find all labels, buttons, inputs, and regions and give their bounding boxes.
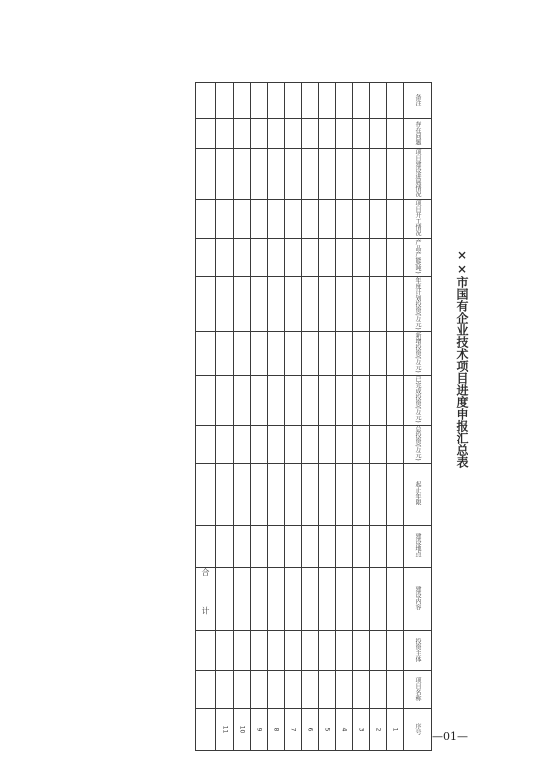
table-cell [370,631,387,671]
table-cell [268,671,285,709]
table-cell [216,567,234,631]
table-cell [353,631,370,671]
table-cell [319,119,336,149]
row-number: 8 [272,727,280,732]
table-cell [251,332,268,376]
row-number: 10 [238,725,246,734]
table-cell [251,119,268,149]
table-cell [336,567,353,631]
table-cell [319,276,336,332]
table-cell [336,276,353,332]
header-plan-col: 产品产能(吨) [414,239,421,274]
table-cell [268,276,285,332]
table-cell [302,83,319,119]
table-cell [336,709,353,751]
table-cell [302,463,319,525]
table-cell [196,376,216,426]
table-cell [216,671,234,709]
header-cell [404,239,432,277]
table-cell [353,376,370,426]
table-cell [196,631,216,671]
table-cell [285,567,302,631]
table-cell [387,463,404,525]
table-cell [216,149,234,200]
table-cell [336,376,353,426]
table-cell [268,567,285,631]
table-cell [302,631,319,671]
table-cell [196,239,216,277]
table-cell [268,239,285,277]
table-cell [370,276,387,332]
table-cell [234,425,251,463]
table-cell [234,709,251,751]
header-cell [404,671,432,709]
table-cell [336,83,353,119]
table-cell [251,83,268,119]
header-cell [404,463,432,525]
table-cell [353,119,370,149]
table-cell [285,276,302,332]
table-cell [370,200,387,239]
table-cell [216,525,234,567]
table-cell [387,149,404,200]
table-cell [234,276,251,332]
row-number: 11 [220,725,228,734]
table-cell [387,332,404,376]
table-cell [387,119,404,149]
table-cell [319,671,336,709]
header-cell [404,119,432,149]
header-cell [404,276,432,332]
table-cell [302,332,319,376]
table-cell [196,119,216,149]
table-cell [196,425,216,463]
table-cell [336,671,353,709]
header-seq: 序号 [414,722,421,735]
table-cell [251,525,268,567]
table-cell [319,200,336,239]
table-cell [353,525,370,567]
table-cell [251,709,268,751]
table-cell [216,376,234,426]
table-cell [302,425,319,463]
table-cell [302,276,319,332]
header-cell [404,631,432,671]
table-cell [251,376,268,426]
table-cell [336,332,353,376]
header-plan-col: 年度计划投资(万元) [414,276,421,330]
row-number: 2 [374,727,382,732]
table-cell [336,631,353,671]
table-cell [387,631,404,671]
table-cell [387,425,404,463]
table-cell [319,83,336,119]
page-number: —01— [432,730,468,743]
table-cell [319,709,336,751]
table-cell [387,671,404,709]
header-progress_c: 存在问题 [414,120,421,145]
table-cell [251,631,268,671]
table-cell [302,671,319,709]
table-cell [234,332,251,376]
table-cell [285,332,302,376]
table-cell [285,376,302,426]
table-cell [285,425,302,463]
table-cell [302,525,319,567]
table-cell [234,376,251,426]
table-cell [285,83,302,119]
table-cell [370,83,387,119]
table-cell [251,567,268,631]
table-cell [302,376,319,426]
table-cell [234,239,251,277]
table-cell [353,709,370,751]
header-project_name: 项目名称 [414,676,421,701]
table-cell [268,332,285,376]
header-plan-col: 新增投资(万元) [414,332,421,374]
table-cell [234,83,251,119]
table-cell [196,525,216,567]
table-cell [216,425,234,463]
table-cell [319,149,336,200]
header-progress_a: 项目开工情况 [414,200,421,236]
table-cell [268,709,285,751]
table-cell [319,332,336,376]
table-cell [387,200,404,239]
table-cell [268,83,285,119]
table-cell [285,149,302,200]
table-cell [370,525,387,567]
table-cell [302,567,319,631]
table-cell [353,200,370,239]
table-cell [268,631,285,671]
table-cell [353,239,370,277]
table-cell [353,425,370,463]
header-cell [404,149,432,200]
table-cell [234,631,251,671]
table-cell [387,276,404,332]
table-cell [285,200,302,239]
table-cell [370,463,387,525]
header-plan-col: 总投资(万元) [414,425,421,461]
header-invest_name: 投资主体 [414,637,421,662]
table-cell [251,425,268,463]
table-cell [353,567,370,631]
table-cell [285,525,302,567]
table-cell [336,119,353,149]
table-cell [268,376,285,426]
table-cell [234,567,251,631]
table-cell [336,463,353,525]
table-cell [387,239,404,277]
table-cell [370,332,387,376]
table-cell [319,525,336,567]
table-cell [302,119,319,149]
table-cell [216,463,234,525]
table-cell [336,525,353,567]
header-cell [404,83,432,119]
table-cell [285,671,302,709]
header-cell [404,200,432,239]
table-cell [268,463,285,525]
table-cell [234,119,251,149]
header-build_area: 建设地点 [414,533,421,558]
table-cell [336,425,353,463]
table-cell [196,276,216,332]
header-remark: 备注 [414,93,421,106]
table-cell [251,463,268,525]
header-cell [404,567,432,631]
table-cell [336,149,353,200]
table-cell [302,200,319,239]
row-number: 5 [323,727,331,732]
table-cell [387,376,404,426]
table-cell [216,631,234,671]
header-cell [404,332,432,376]
table-cell [353,671,370,709]
table-cell [234,149,251,200]
header-cell [404,709,432,751]
table-cell [234,671,251,709]
table-cell [285,239,302,277]
row-number: 6 [306,727,314,732]
header-build_content: 建设内容 [414,586,421,611]
table-cell [370,149,387,200]
header-cell [404,425,432,463]
table-cell [268,119,285,149]
table-cell [370,671,387,709]
table-cell [387,709,404,751]
table-cell [268,525,285,567]
table-cell [196,567,216,631]
table-cell [196,83,216,119]
table-cell [234,463,251,525]
table-cell [196,709,216,751]
table-cell [370,119,387,149]
table-cell [251,149,268,200]
header-progress_b: 项目建设进展情况 [414,149,421,197]
table-cell [285,709,302,751]
table-cell [319,463,336,525]
table-cell [285,119,302,149]
table-cell [353,149,370,200]
table-cell [216,709,234,751]
table-cell [216,332,234,376]
table-cell [251,239,268,277]
table-cell [302,239,319,277]
row-number: 9 [255,727,263,732]
table-cell [370,239,387,277]
table-cell [216,83,234,119]
table-cell [353,83,370,119]
table-cell [285,463,302,525]
table-cell [196,200,216,239]
table-cell [285,631,302,671]
table-cell [196,463,216,525]
table-cell [319,239,336,277]
table-cell [196,671,216,709]
table-cell [319,425,336,463]
header-build_period: 起止年限 [414,481,421,506]
header-cell [404,376,432,426]
row-number: 3 [357,727,365,732]
header-cell [404,525,432,567]
table-cell [234,200,251,239]
table-cell [353,276,370,332]
table-cell [268,200,285,239]
report-table [195,82,432,751]
table-cell [370,425,387,463]
table-cell [251,276,268,332]
table-cell [319,631,336,671]
table-cell [370,376,387,426]
table-cell [216,119,234,149]
table-cell [196,149,216,200]
table-cell [387,567,404,631]
row-number: 7 [289,727,297,732]
table-cell [387,525,404,567]
table-cell [268,149,285,200]
header-plan-col: 已完成投资(万元) [414,376,421,423]
table-cell [216,276,234,332]
table-cell [251,671,268,709]
table-cell [319,567,336,631]
table-cell [319,376,336,426]
table-cell [216,239,234,277]
table-cell [336,200,353,239]
table-cell [353,332,370,376]
table-cell [196,332,216,376]
table-cell [268,425,285,463]
table-cell [370,709,387,751]
table-cell [302,709,319,751]
document-title: ××市国有企业技术项目进度申报汇总表 [455,248,469,468]
table-cell [216,200,234,239]
row-number: 4 [340,727,348,732]
table-cell [302,149,319,200]
table-cell [353,463,370,525]
table-cell [370,567,387,631]
table-cell [234,525,251,567]
table-cell [387,83,404,119]
table-cell [336,239,353,277]
row-number: 1 [391,727,399,732]
total-label: 合 计 [201,567,210,629]
table-cell [251,200,268,239]
